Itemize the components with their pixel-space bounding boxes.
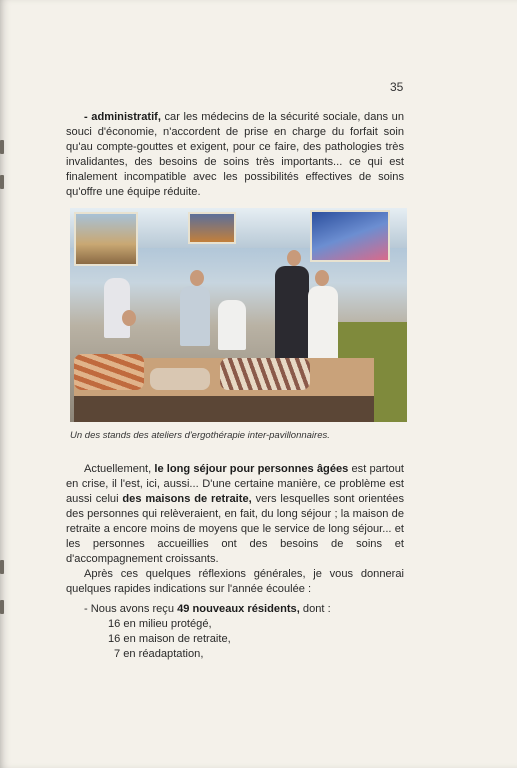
binding-mark [0, 175, 4, 189]
paragraph-lead: - administratif, [84, 111, 161, 123]
list-intro-end: dont : [299, 603, 331, 615]
list-item: 7 en réadaptation, [114, 648, 204, 660]
photo-fabric [150, 368, 210, 390]
photo-table-front [74, 396, 374, 422]
photo-person [180, 286, 210, 346]
photo-person [218, 300, 246, 350]
photo-head [287, 250, 301, 266]
list-intro-emphasis: 49 nouveaux résidents, [177, 603, 300, 615]
photo-fabric [74, 354, 144, 390]
photo-painting [74, 212, 138, 266]
photo-head [315, 270, 329, 286]
paragraph-administratif [66, 110, 404, 200]
photo-painting [188, 212, 236, 244]
paragraph-emphasis: le long séjour pour personnes âgées [154, 463, 349, 475]
list-item: 16 en milieu protégé, [108, 618, 212, 630]
binding-mark [0, 600, 4, 614]
photo-head [122, 310, 136, 326]
photo-person [275, 266, 309, 361]
list-intro: - Nous avons reçu [84, 603, 178, 615]
paragraph-long-sejour [66, 462, 404, 567]
paragraph-text: vers lesquelles sont orientées des personnes qui relèveraient, en fait, du long séjour ; la maison de retraite a encore moins de moyens que le service de long séjour... et les personnes accueillies ont des besoins de soins et d'accompagnement croissants. [66, 493, 404, 565]
photo-head [190, 270, 204, 286]
photo-fabric [220, 358, 310, 390]
photo-painting [310, 210, 390, 262]
paragraph-emphasis: des maisons de retraite, [122, 493, 252, 505]
paragraph-indications [66, 567, 404, 597]
page-number: 35 [390, 80, 404, 94]
binding-mark [0, 560, 4, 574]
paragraph-text: Actuellement, [84, 463, 155, 475]
residents-list [66, 602, 404, 662]
paragraph-text: car les médecins de la sécurité sociale, dans un souci d'économie, n'accordent de prise en charge du forfait soin qu'au compte-gouttes et exigent, pour ce faire, des pathologies très invalidantes, des besoins de soins très importants... ce qui est finalement incompatible avec les possibilités effectives de soins qu'offre une équipe réduite. [66, 111, 405, 198]
list-item: 16 en maison de retraite, [108, 633, 231, 645]
paragraph-text: Après ces quelques réflexions générales, je vous donnerai quelques rapides indications sur l'année écoulée : [66, 568, 404, 595]
photo-caption: Un des stands des ateliers d'ergothérapie inter-pavillonnaires. [70, 430, 330, 441]
photo-stand-ergotherapie [70, 208, 407, 422]
binding-mark [0, 140, 4, 154]
paragraph-text: est partout en crise, il l'est, ici, aussi... D'une certaine manière, ce problème est aussi celui [66, 463, 404, 505]
photo-person [104, 278, 130, 338]
